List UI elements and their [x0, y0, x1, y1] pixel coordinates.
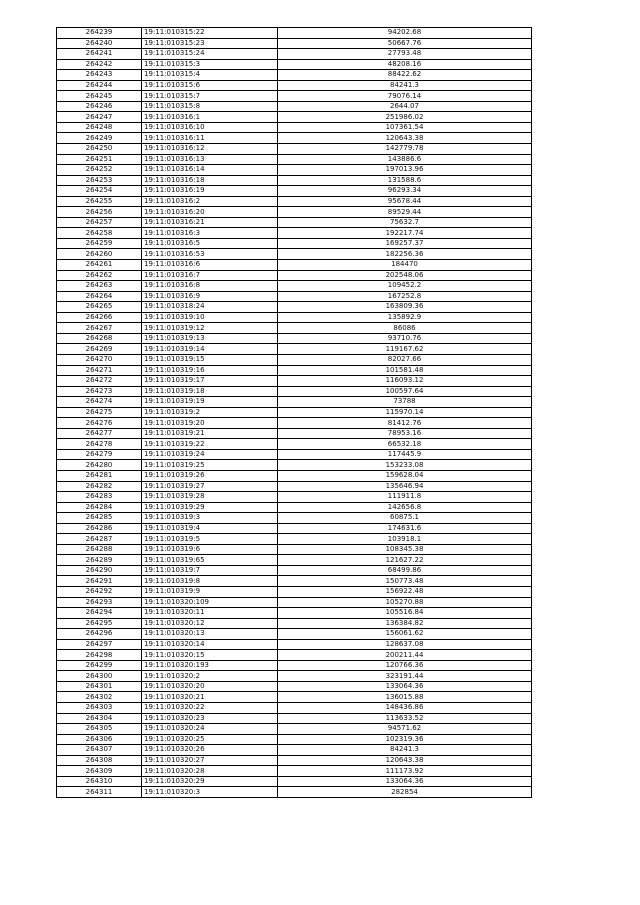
- amount-cell: 153233.08: [278, 460, 532, 471]
- amount-cell: 75632.7: [278, 217, 532, 228]
- table-row: [57, 196, 532, 207]
- table-row: [57, 376, 532, 387]
- table-row: [57, 776, 532, 787]
- cadastral-number-cell: 19:11:010319:15: [142, 354, 278, 365]
- amount-cell: 111911.8: [278, 492, 532, 503]
- row-id-cell: 264265: [57, 302, 142, 313]
- table-row: [57, 639, 532, 650]
- table-row: [57, 80, 532, 91]
- table-row: [57, 186, 532, 197]
- row-id-cell: 264241: [57, 49, 142, 60]
- amount-cell: 182256.36: [278, 249, 532, 260]
- table-row: [57, 755, 532, 766]
- cadastral-number-cell: 19:11:010319:24: [142, 449, 278, 460]
- row-id-cell: 264257: [57, 217, 142, 228]
- cadastral-number-cell: 19:11:010320:2: [142, 671, 278, 682]
- row-id-cell: 264269: [57, 344, 142, 355]
- amount-cell: 167252.8: [278, 291, 532, 302]
- amount-cell: 131588.6: [278, 175, 532, 186]
- amount-cell: 119167.62: [278, 344, 532, 355]
- table-row: [57, 523, 532, 534]
- table-row: [57, 418, 532, 429]
- row-id-cell: 264244: [57, 80, 142, 91]
- amount-cell: 27793.48: [278, 49, 532, 60]
- row-id-cell: 264311: [57, 787, 142, 798]
- cadastral-number-cell: 19:11:010320:22: [142, 703, 278, 714]
- row-id-cell: 264289: [57, 555, 142, 566]
- cadastral-number-cell: 19:11:010319:6: [142, 544, 278, 555]
- cadastral-number-cell: 19:11:010316:12: [142, 144, 278, 155]
- table-row: [57, 597, 532, 608]
- cadastral-number-cell: 19:11:010319:65: [142, 555, 278, 566]
- cadastral-number-cell: 19:11:010320:23: [142, 713, 278, 724]
- row-id-cell: 264300: [57, 671, 142, 682]
- table-row: [57, 238, 532, 249]
- cadastral-number-cell: 19:11:010319:26: [142, 470, 278, 481]
- cadastral-number-cell: 19:11:010316:20: [142, 207, 278, 218]
- table-row: [57, 291, 532, 302]
- row-id-cell: 264274: [57, 397, 142, 408]
- row-id-cell: 264281: [57, 470, 142, 481]
- amount-cell: 200211.44: [278, 650, 532, 661]
- table-row: [57, 565, 532, 576]
- cadastral-number-cell: 19:11:010319:25: [142, 460, 278, 471]
- cadastral-number-cell: 19:11:010316:18: [142, 175, 278, 186]
- cadastral-number-cell: 19:11:010315:22: [142, 28, 278, 39]
- table-row: [57, 576, 532, 587]
- table-row: [57, 544, 532, 555]
- row-id-cell: 264299: [57, 660, 142, 671]
- cadastral-number-cell: 19:11:010316:2: [142, 196, 278, 207]
- amount-cell: 105516.84: [278, 608, 532, 619]
- row-id-cell: 264278: [57, 439, 142, 450]
- table-row: [57, 724, 532, 735]
- cadastral-number-cell: 19:11:010315:6: [142, 80, 278, 91]
- amount-cell: 143886.6: [278, 154, 532, 165]
- cadastral-number-cell: 19:11:010320:26: [142, 745, 278, 756]
- amount-cell: 105270.88: [278, 597, 532, 608]
- table-row: [57, 344, 532, 355]
- row-id-cell: 264306: [57, 734, 142, 745]
- table-row: [57, 713, 532, 724]
- table-row: [57, 555, 532, 566]
- table-row: [57, 165, 532, 176]
- amount-cell: 136015.88: [278, 692, 532, 703]
- row-id-cell: 264239: [57, 28, 142, 39]
- cadastral-number-cell: 19:11:010319:16: [142, 365, 278, 376]
- cadastral-number-cell: 19:11:010319:19: [142, 397, 278, 408]
- table-row: [57, 112, 532, 123]
- table-row: [57, 260, 532, 271]
- cadastral-number-cell: 19:11:010320:28: [142, 766, 278, 777]
- table-row: [57, 460, 532, 471]
- amount-cell: 117445.9: [278, 449, 532, 460]
- cadastral-number-cell: 19:11:010319:20: [142, 418, 278, 429]
- cadastral-number-cell: 19:11:010316:19: [142, 186, 278, 197]
- table-row: [57, 703, 532, 714]
- cadastral-number-cell: 19:11:010320:20: [142, 681, 278, 692]
- table-row: [57, 660, 532, 671]
- amount-cell: 133064.36: [278, 681, 532, 692]
- table-row: [57, 144, 532, 155]
- row-id-cell: 264287: [57, 534, 142, 545]
- cadastral-number-cell: 19:11:010315:24: [142, 49, 278, 60]
- amount-cell: 84241.3: [278, 745, 532, 756]
- cadastral-number-cell: 19:11:010320:24: [142, 724, 278, 735]
- row-id-cell: 264253: [57, 175, 142, 186]
- amount-cell: 184470: [278, 260, 532, 271]
- row-id-cell: 264271: [57, 365, 142, 376]
- row-id-cell: 264288: [57, 544, 142, 555]
- row-id-cell: 264248: [57, 122, 142, 133]
- row-id-cell: 264270: [57, 354, 142, 365]
- amount-cell: 101581.48: [278, 365, 532, 376]
- cadastral-number-cell: 19:11:010316:3: [142, 228, 278, 239]
- cadastral-number-cell: 19:11:010319:7: [142, 565, 278, 576]
- amount-cell: 95678.44: [278, 196, 532, 207]
- amount-cell: 115970.14: [278, 407, 532, 418]
- row-id-cell: 264246: [57, 101, 142, 112]
- row-id-cell: 264242: [57, 59, 142, 70]
- table-row: [57, 671, 532, 682]
- cadastral-number-cell: 19:11:010320:3: [142, 787, 278, 798]
- row-id-cell: 264256: [57, 207, 142, 218]
- row-id-cell: 264260: [57, 249, 142, 260]
- table-row: [57, 133, 532, 144]
- row-id-cell: 264284: [57, 502, 142, 513]
- row-id-cell: 264292: [57, 586, 142, 597]
- cadastral-number-cell: 19:11:010319:8: [142, 576, 278, 587]
- amount-cell: 113633.52: [278, 713, 532, 724]
- row-id-cell: 264267: [57, 323, 142, 334]
- amount-cell: 79076.14: [278, 91, 532, 102]
- table-row: [57, 386, 532, 397]
- row-id-cell: 264258: [57, 228, 142, 239]
- amount-cell: 174631.6: [278, 523, 532, 534]
- amount-cell: 282854: [278, 787, 532, 798]
- row-id-cell: 264291: [57, 576, 142, 587]
- amount-cell: 121627.22: [278, 555, 532, 566]
- row-id-cell: 264252: [57, 165, 142, 176]
- table-row: [57, 302, 532, 313]
- amount-cell: 120766.36: [278, 660, 532, 671]
- amount-cell: 50667.76: [278, 38, 532, 49]
- amount-cell: 133064.36: [278, 776, 532, 787]
- amount-cell: 89529.44: [278, 207, 532, 218]
- amount-cell: 135646.94: [278, 481, 532, 492]
- cadastral-number-cell: 19:11:010319:21: [142, 428, 278, 439]
- amount-cell: 156061.62: [278, 629, 532, 640]
- table-row: [57, 787, 532, 798]
- table-row: [57, 502, 532, 513]
- row-id-cell: 264297: [57, 639, 142, 650]
- data-table: [56, 27, 532, 798]
- amount-cell: 102319.36: [278, 734, 532, 745]
- table-body: [57, 28, 532, 798]
- amount-cell: 169257.37: [278, 238, 532, 249]
- row-id-cell: 264247: [57, 112, 142, 123]
- amount-cell: 100597.64: [278, 386, 532, 397]
- row-id-cell: 264275: [57, 407, 142, 418]
- amount-cell: 68499.86: [278, 565, 532, 576]
- table-row: [57, 354, 532, 365]
- cadastral-number-cell: 19:11:010319:10: [142, 312, 278, 323]
- row-id-cell: 264254: [57, 186, 142, 197]
- amount-cell: 136384.82: [278, 618, 532, 629]
- amount-cell: 96293.34: [278, 186, 532, 197]
- cadastral-number-cell: 19:11:010316:7: [142, 270, 278, 281]
- table-row: [57, 513, 532, 524]
- amount-cell: 128637.08: [278, 639, 532, 650]
- row-id-cell: 264302: [57, 692, 142, 703]
- row-id-cell: 264296: [57, 629, 142, 640]
- cadastral-number-cell: 19:11:010320:13: [142, 629, 278, 640]
- cadastral-number-cell: 19:11:010320:25: [142, 734, 278, 745]
- amount-cell: 48208.16: [278, 59, 532, 70]
- table-row: [57, 101, 532, 112]
- cadastral-number-cell: 19:11:010316:5: [142, 238, 278, 249]
- amount-cell: 148436.86: [278, 703, 532, 714]
- amount-cell: 150773.48: [278, 576, 532, 587]
- table-row: [57, 70, 532, 81]
- table-row: [57, 154, 532, 165]
- cadastral-number-cell: 19:11:010320:12: [142, 618, 278, 629]
- cadastral-number-cell: 19:11:010319:4: [142, 523, 278, 534]
- cadastral-number-cell: 19:11:010315:4: [142, 70, 278, 81]
- amount-cell: 116093.12: [278, 376, 532, 387]
- table-row: [57, 618, 532, 629]
- row-id-cell: 264307: [57, 745, 142, 756]
- row-id-cell: 264249: [57, 133, 142, 144]
- table-row: [57, 481, 532, 492]
- row-id-cell: 264250: [57, 144, 142, 155]
- row-id-cell: 264255: [57, 196, 142, 207]
- row-id-cell: 264240: [57, 38, 142, 49]
- row-id-cell: 264280: [57, 460, 142, 471]
- amount-cell: 192217.74: [278, 228, 532, 239]
- amount-cell: 120643.38: [278, 755, 532, 766]
- cadastral-number-cell: 19:11:010320:193: [142, 660, 278, 671]
- table-row: [57, 59, 532, 70]
- amount-cell: 2644.07: [278, 101, 532, 112]
- row-id-cell: 264243: [57, 70, 142, 81]
- cadastral-number-cell: 19:11:010320:27: [142, 755, 278, 766]
- cadastral-number-cell: 19:11:010315:23: [142, 38, 278, 49]
- cadastral-number-cell: 19:11:010319:2: [142, 407, 278, 418]
- row-id-cell: 264261: [57, 260, 142, 271]
- table-row: [57, 407, 532, 418]
- row-id-cell: 264264: [57, 291, 142, 302]
- table-row: [57, 534, 532, 545]
- row-id-cell: 264268: [57, 333, 142, 344]
- amount-cell: 202548.06: [278, 270, 532, 281]
- amount-cell: 142656.8: [278, 502, 532, 513]
- amount-cell: 73788: [278, 397, 532, 408]
- row-id-cell: 264298: [57, 650, 142, 661]
- row-id-cell: 264305: [57, 724, 142, 735]
- amount-cell: 111173.92: [278, 766, 532, 777]
- amount-cell: 108345.38: [278, 544, 532, 555]
- table-row: [57, 492, 532, 503]
- amount-cell: 109452.2: [278, 281, 532, 292]
- cadastral-number-cell: 19:11:010316:1: [142, 112, 278, 123]
- table-row: [57, 270, 532, 281]
- cadastral-number-cell: 19:11:010316:6: [142, 260, 278, 271]
- row-id-cell: 264309: [57, 766, 142, 777]
- cadastral-number-cell: 19:11:010319:29: [142, 502, 278, 513]
- cadastral-number-cell: 19:11:010320:11: [142, 608, 278, 619]
- amount-cell: 323191.44: [278, 671, 532, 682]
- row-id-cell: 264286: [57, 523, 142, 534]
- row-id-cell: 264294: [57, 608, 142, 619]
- table-row: [57, 608, 532, 619]
- amount-cell: 94202.68: [278, 28, 532, 39]
- table-row: [57, 333, 532, 344]
- amount-cell: 103918.1: [278, 534, 532, 545]
- table-row: [57, 629, 532, 640]
- row-id-cell: 264283: [57, 492, 142, 503]
- row-id-cell: 264295: [57, 618, 142, 629]
- row-id-cell: 264266: [57, 312, 142, 323]
- cadastral-number-cell: 19:11:010315:3: [142, 59, 278, 70]
- cadastral-number-cell: 19:11:010320:15: [142, 650, 278, 661]
- table-row: [57, 365, 532, 376]
- cadastral-number-cell: 19:11:010319:3: [142, 513, 278, 524]
- table-row: [57, 734, 532, 745]
- table-row: [57, 249, 532, 260]
- row-id-cell: 264290: [57, 565, 142, 576]
- amount-cell: 88422.62: [278, 70, 532, 81]
- table-row: [57, 692, 532, 703]
- table-row: [57, 397, 532, 408]
- amount-cell: 81412.76: [278, 418, 532, 429]
- amount-cell: 94571.62: [278, 724, 532, 735]
- row-id-cell: 264245: [57, 91, 142, 102]
- cadastral-number-cell: 19:11:010315:8: [142, 101, 278, 112]
- cadastral-number-cell: 19:11:010320:109: [142, 597, 278, 608]
- cadastral-number-cell: 19:11:010315:7: [142, 91, 278, 102]
- table-row: [57, 449, 532, 460]
- table-row: [57, 470, 532, 481]
- table-row: [57, 49, 532, 60]
- amount-cell: 66532.18: [278, 439, 532, 450]
- amount-cell: 82027.66: [278, 354, 532, 365]
- cadastral-number-cell: 19:11:010316:9: [142, 291, 278, 302]
- amount-cell: 60875.1: [278, 513, 532, 524]
- row-id-cell: 264276: [57, 418, 142, 429]
- amount-cell: 251986.02: [278, 112, 532, 123]
- cadastral-number-cell: 19:11:010319:17: [142, 376, 278, 387]
- table-row: [57, 207, 532, 218]
- amount-cell: 84241.3: [278, 80, 532, 91]
- cadastral-number-cell: 19:11:010319:27: [142, 481, 278, 492]
- amount-cell: 86086: [278, 323, 532, 334]
- table-row: [57, 175, 532, 186]
- row-id-cell: 264272: [57, 376, 142, 387]
- cadastral-number-cell: 19:11:010316:10: [142, 122, 278, 133]
- cadastral-number-cell: 19:11:010319:9: [142, 586, 278, 597]
- row-id-cell: 264263: [57, 281, 142, 292]
- cadastral-number-cell: 19:11:010320:29: [142, 776, 278, 787]
- cadastral-number-cell: 19:11:010316:14: [142, 165, 278, 176]
- table-row: [57, 323, 532, 334]
- table-row: [57, 28, 532, 39]
- table-row: [57, 217, 532, 228]
- cadastral-number-cell: 19:11:010316:11: [142, 133, 278, 144]
- row-id-cell: 264277: [57, 428, 142, 439]
- cadastral-number-cell: 19:11:010319:5: [142, 534, 278, 545]
- row-id-cell: 264259: [57, 238, 142, 249]
- row-id-cell: 264282: [57, 481, 142, 492]
- cadastral-number-cell: 19:11:010319:13: [142, 333, 278, 344]
- row-id-cell: 264285: [57, 513, 142, 524]
- cadastral-number-cell: 19:11:010319:14: [142, 344, 278, 355]
- row-id-cell: 264262: [57, 270, 142, 281]
- row-id-cell: 264301: [57, 681, 142, 692]
- amount-cell: 93710.76: [278, 333, 532, 344]
- amount-cell: 156922.48: [278, 586, 532, 597]
- cadastral-number-cell: 19:11:010318:24: [142, 302, 278, 313]
- table-row: [57, 650, 532, 661]
- amount-cell: 142779.78: [278, 144, 532, 155]
- row-id-cell: 264303: [57, 703, 142, 714]
- cadastral-number-cell: 19:11:010319:22: [142, 439, 278, 450]
- table-row: [57, 766, 532, 777]
- table-row: [57, 281, 532, 292]
- amount-cell: 120643.38: [278, 133, 532, 144]
- table-row: [57, 439, 532, 450]
- row-id-cell: 264293: [57, 597, 142, 608]
- cadastral-number-cell: 19:11:010319:12: [142, 323, 278, 334]
- table-row: [57, 586, 532, 597]
- row-id-cell: 264308: [57, 755, 142, 766]
- cadastral-number-cell: 19:11:010316:8: [142, 281, 278, 292]
- table-row: [57, 122, 532, 133]
- row-id-cell: 264251: [57, 154, 142, 165]
- amount-cell: 197013.96: [278, 165, 532, 176]
- table-row: [57, 745, 532, 756]
- row-id-cell: 264273: [57, 386, 142, 397]
- table-row: [57, 91, 532, 102]
- amount-cell: 159628.04: [278, 470, 532, 481]
- amount-cell: 135892.9: [278, 312, 532, 323]
- cadastral-number-cell: 19:11:010316:21: [142, 217, 278, 228]
- table-row: [57, 312, 532, 323]
- cadastral-number-cell: 19:11:010316:53: [142, 249, 278, 260]
- amount-cell: 163809.36: [278, 302, 532, 313]
- table-row: [57, 38, 532, 49]
- cadastral-number-cell: 19:11:010316:13: [142, 154, 278, 165]
- cadastral-number-cell: 19:11:010319:18: [142, 386, 278, 397]
- amount-cell: 78953.16: [278, 428, 532, 439]
- cadastral-number-cell: 19:11:010320:14: [142, 639, 278, 650]
- row-id-cell: 264310: [57, 776, 142, 787]
- table-row: [57, 228, 532, 239]
- amount-cell: 107361.54: [278, 122, 532, 133]
- cadastral-number-cell: 19:11:010320:21: [142, 692, 278, 703]
- row-id-cell: 264279: [57, 449, 142, 460]
- table-row: [57, 428, 532, 439]
- table-row: [57, 681, 532, 692]
- cadastral-number-cell: 19:11:010319:28: [142, 492, 278, 503]
- row-id-cell: 264304: [57, 713, 142, 724]
